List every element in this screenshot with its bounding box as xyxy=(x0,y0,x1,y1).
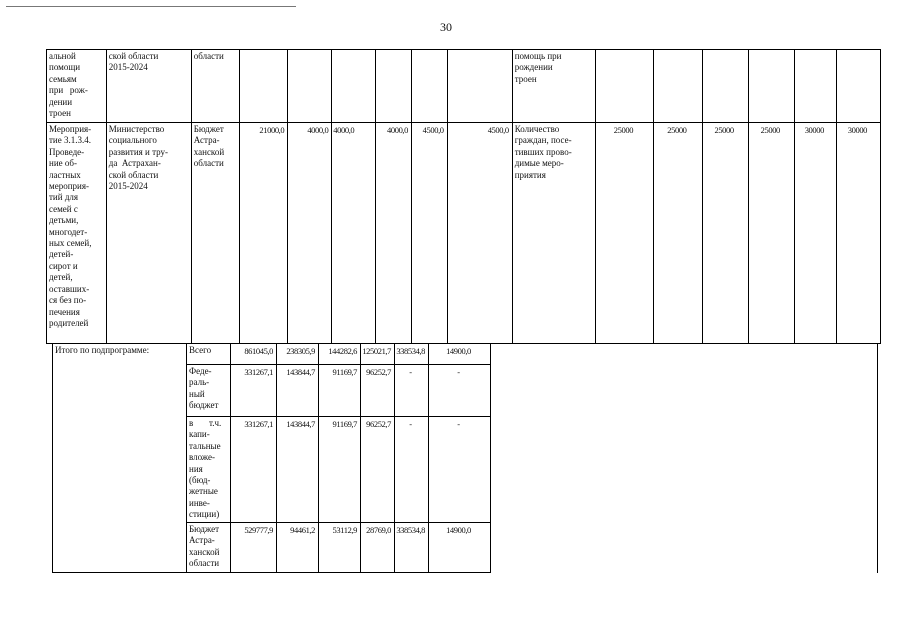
funding-source-cell xyxy=(187,417,231,523)
cell-line: ся без по- xyxy=(49,295,87,306)
cell-line: при рож- xyxy=(49,85,88,96)
cell-line: ской области xyxy=(108,169,159,180)
cell-line: бюджет xyxy=(189,400,219,411)
value-cell: 861045,0 xyxy=(231,344,277,365)
value-cell: - xyxy=(395,365,429,417)
funding-source-cell xyxy=(187,344,231,365)
cell-line: вложе- xyxy=(189,452,215,463)
target-cell: 25000 xyxy=(702,123,748,344)
cell-line: оставших- xyxy=(49,283,90,294)
value-cell: 21000,0 xyxy=(240,123,288,344)
cell-line: ластных xyxy=(49,169,81,180)
cell-line: семей с xyxy=(49,203,78,214)
value-cell: 96252,7 xyxy=(361,417,395,523)
cell-line: стиции) xyxy=(189,509,220,520)
value-cell: 4500,0 xyxy=(447,123,512,344)
cell-line: детьми, xyxy=(49,215,79,226)
cell-line: развития и тру- xyxy=(108,146,169,157)
cell-line: печения xyxy=(49,306,80,317)
value-cell: 53112,9 xyxy=(319,523,361,573)
cell-line: Бюджет xyxy=(189,524,220,534)
table-row xyxy=(53,344,878,365)
value-cell: 96252,7 xyxy=(361,365,395,417)
cell-line: граждан, посе- xyxy=(514,135,572,146)
value-cell: - xyxy=(429,417,491,523)
cell-line: 2015-2024 xyxy=(108,181,148,192)
cell-line: области xyxy=(193,51,224,61)
funding-source-cell xyxy=(187,365,231,417)
page-number: 30 xyxy=(440,20,452,34)
funding-source-cell xyxy=(191,50,239,123)
cell-line: Феде- xyxy=(189,366,212,376)
cell-line: Астра- xyxy=(193,135,220,146)
cell-line: Количество xyxy=(514,124,560,134)
cell-line: раль- xyxy=(189,377,210,388)
cell-line: многодет- xyxy=(49,226,88,237)
cell-line: ханской xyxy=(193,146,225,157)
cell-line: приятия xyxy=(514,169,546,180)
cell-line: ный xyxy=(189,388,205,399)
funding-source-cell xyxy=(191,123,239,344)
cell-line: троен xyxy=(49,108,71,119)
value-cell: 331267,1 xyxy=(231,365,277,417)
cell-line: (бюд- xyxy=(189,475,211,486)
cell-line: тие 3.1.3.4. xyxy=(49,135,91,146)
value-cell: 144282,6 xyxy=(319,344,361,365)
cell-line: Астра- xyxy=(189,535,215,546)
cell-line: троен xyxy=(514,73,537,84)
value-cell: 28769,0 xyxy=(361,523,395,573)
cell-line: Мероприя- xyxy=(49,124,92,134)
cell-line: Министерство xyxy=(108,124,165,134)
value-cell: 338534,8 xyxy=(395,344,429,365)
value-cell: 143844,7 xyxy=(277,417,319,523)
cell-line: Всего xyxy=(189,345,212,355)
cell-line: области xyxy=(193,158,224,169)
cell-line: да Астрахан- xyxy=(108,158,161,169)
measure-name-cell xyxy=(47,50,107,123)
program-table-top xyxy=(46,49,881,344)
table-row xyxy=(47,123,881,344)
target-cell: 25000 xyxy=(654,123,702,344)
cell-line: области xyxy=(189,558,220,569)
value-cell: 91169,7 xyxy=(319,417,361,523)
value-cell: 529777,9 xyxy=(231,523,277,573)
executor-cell xyxy=(106,50,191,123)
target-cell: 25000 xyxy=(748,123,794,344)
value-cell: 125021,7 xyxy=(361,344,395,365)
cell-line: рождении xyxy=(514,62,553,73)
top-rule xyxy=(6,6,296,7)
cell-line: семьям xyxy=(49,73,77,84)
totals-label: Итого по подпрограмме: xyxy=(53,344,187,573)
value-cell: 14900,0 xyxy=(429,344,491,365)
table-row xyxy=(47,50,881,123)
value-cell: 238305,9 xyxy=(277,344,319,365)
value-cell: 4000,0 xyxy=(288,123,332,344)
value-cell: 338534,8 xyxy=(395,523,429,573)
cell-line: жетные xyxy=(189,486,218,497)
value-cell: 4500,0 xyxy=(412,123,448,344)
cell-line: тальные xyxy=(189,440,221,451)
cell-line: Проведе- xyxy=(49,146,85,157)
cell-line: социального xyxy=(108,135,157,146)
cell-line: сирот и xyxy=(49,260,78,271)
empty-cell xyxy=(491,344,878,573)
cell-line: мероприя- xyxy=(49,181,89,192)
cell-line: ской области xyxy=(108,51,159,61)
value-cell: - xyxy=(429,365,491,417)
cell-line: ния xyxy=(189,463,203,474)
value-cell: 4000,0 xyxy=(376,123,412,344)
funding-source-cell xyxy=(187,523,231,573)
cell-line: альной xyxy=(49,51,76,61)
cell-line: детей, xyxy=(49,272,73,283)
cell-line: капи- xyxy=(189,429,210,440)
cell-line: Бюджет xyxy=(193,124,224,134)
cell-line: ханской xyxy=(189,546,220,557)
cell-line: тивших прово- xyxy=(514,146,572,157)
indicator-cell xyxy=(512,50,595,123)
cell-line: тий для xyxy=(49,192,79,203)
cell-line: помощи xyxy=(49,62,81,73)
cell-line: родителей xyxy=(49,317,89,328)
cell-line: 2015-2024 xyxy=(108,62,148,73)
cell-line: ние об- xyxy=(49,158,77,169)
value-cell: 4000,0 xyxy=(332,123,376,344)
target-cell: 25000 xyxy=(595,123,654,344)
value-cell: 94461,2 xyxy=(277,523,319,573)
value-cell: 91169,7 xyxy=(319,365,361,417)
executor-cell xyxy=(106,123,191,344)
cell-line: инве- xyxy=(189,497,210,508)
target-cell: 30000 xyxy=(794,123,836,344)
cell-line: ных семей, xyxy=(49,238,92,249)
indicator-cell xyxy=(512,123,595,344)
cell-line: дении xyxy=(49,96,73,107)
target-cell: 30000 xyxy=(836,123,880,344)
value-cell: - xyxy=(395,417,429,523)
program-totals-table xyxy=(52,343,878,573)
value-cell: 14900,0 xyxy=(429,523,491,573)
cell-line: в т.ч. xyxy=(189,418,222,428)
measure-name-cell xyxy=(47,123,107,344)
cell-line: детей- xyxy=(49,249,74,260)
value-cell: 331267,1 xyxy=(231,417,277,523)
cell-line: помощь при xyxy=(514,51,562,61)
cell-line: димые меро- xyxy=(514,158,564,169)
value-cell: 143844,7 xyxy=(277,365,319,417)
